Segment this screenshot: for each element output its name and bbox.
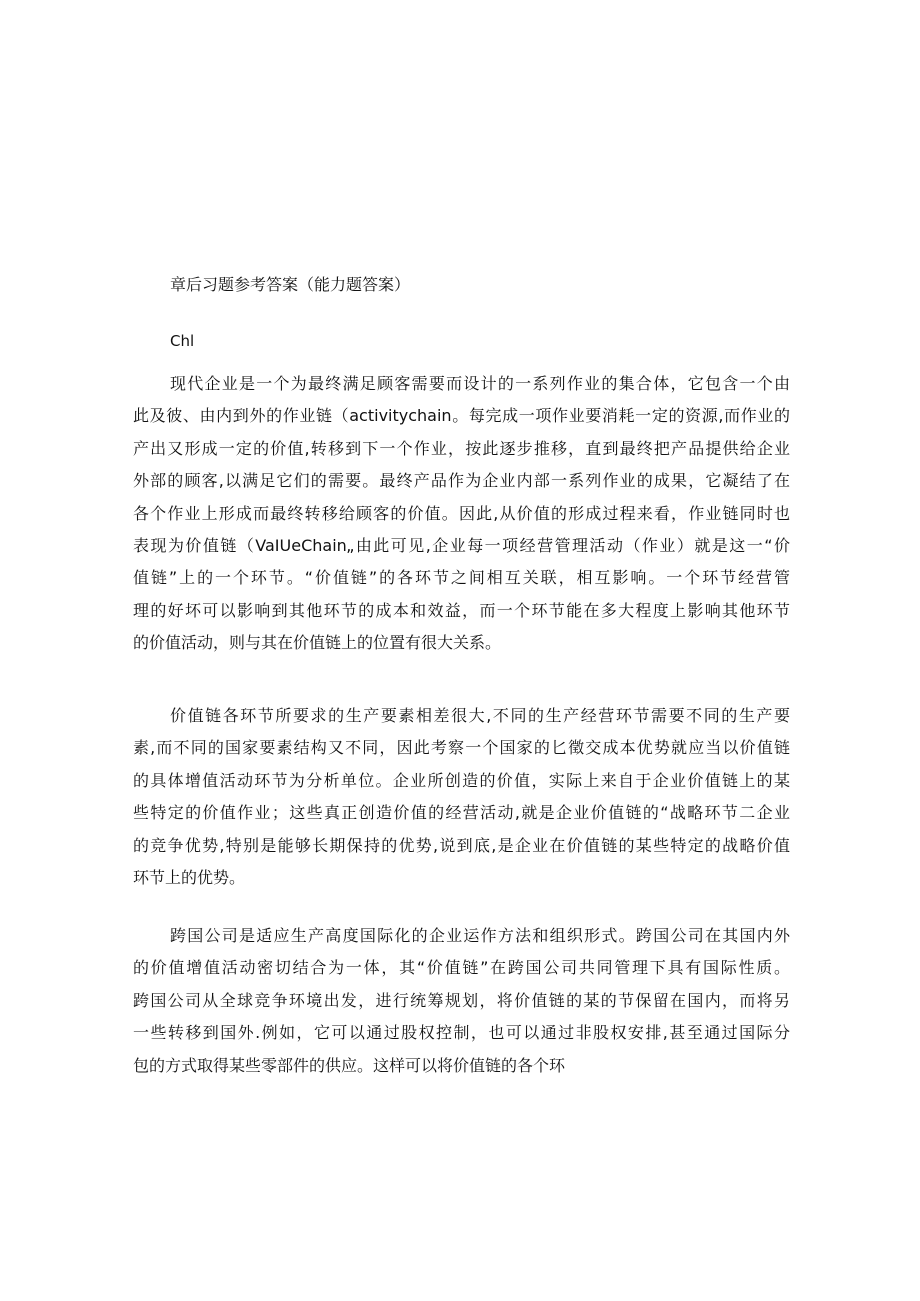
paragraph-1-line: 表现为价值链（VaIUeChain„由此可见,企业每一项经营管理活动（作业）就是这一“价	[133, 535, 790, 555]
paragraph-2-line: 的竞争优势,特别是能够长期保持的优势,说到底,是企业在价值链的某些特定的战略价值	[133, 835, 790, 855]
paragraph-2-line: 的具体增值活动环节为分析单位。企业所创造的价值，实际上来自于企业价值链上的某	[133, 770, 790, 790]
paragraph-1-line: 各个作业上形成而最终转移给顾客的价值。因此,从价值的形成过程来看，作业链同时也	[133, 503, 790, 523]
paragraph-2	[133, 700, 790, 894]
paragraph-3-line: 包的方式取得某些零部件的供应。这样可以将价值链的各个环	[133, 1055, 566, 1075]
paragraph-1-line: 此及彼、由内到外的作业链（activitychain。每完成一项作业要消耗一定的资源,而作业的	[133, 406, 790, 426]
paragraph-1	[133, 368, 790, 660]
document-heading: 章后习题参考答案（能力题答案）	[170, 275, 411, 294]
paragraph-2-line: 价值链各环节所要求的生产要素相差很大,不同的生产经营环节需要不同的生产要	[170, 706, 790, 725]
paragraph-3-line: 一些转移到国外.例如，它可以通过股权控制，也可以通过非股权安排,甚至通过国际分	[133, 1023, 790, 1043]
paragraph-2-line: 素,而不同的国家要素结构又不同，因此考察一个国家的匕徵交成本优势就应当以价值链	[133, 738, 790, 758]
paragraph-3	[133, 920, 790, 1082]
paragraph-1-line: 的价值活动，则与其在价值链上的位置有很大关系。	[133, 633, 502, 653]
paragraph-1-line: 理的好坏可以影响到其他环节的成本和效益，而一个环节能在多大程度上影响其他环节	[133, 600, 790, 620]
paragraph-1-line: 现代企业是一个为最终满足顾客需要而设计的一系列作业的集合体，它包含一个由	[170, 374, 790, 393]
paragraph-3-line: 的价值增值活动密切结合为一体，其“价值链”在跨国公司共同管理下具有国际性质。	[133, 958, 790, 978]
paragraph-1-line: 外部的顾客,以满足它们的需要。最终产品作为企业内部一系列作业的成果，它凝结了在	[133, 471, 790, 491]
paragraph-2-line: 环节上的优势。	[133, 867, 246, 887]
chapter-label: Chl	[170, 332, 195, 350]
paragraph-1-line: 值链”上的一个环节。“价值链”的各环节之间相互关联，相互影响。一个环节经营管	[133, 568, 790, 588]
paragraph-1-line: 产出又形成一定的价值,转移到下一个作业，按此逐步推移，直到最终把产品提供给企业	[133, 438, 790, 458]
paragraph-2-line: 些特定的价值作业；这些真正创造价值的经营活动,就是企业价值链的“战略环节二企业	[133, 803, 790, 823]
paragraph-3-line: 跨国公司是适应生产高度国际化的企业运作方法和组织形式。跨国公司在其国内外	[170, 926, 790, 945]
paragraph-3-line: 跨国公司从全球竞争环境出发，进行统筹规划，将价值链的某的节保留在国内，而将另	[133, 990, 790, 1010]
